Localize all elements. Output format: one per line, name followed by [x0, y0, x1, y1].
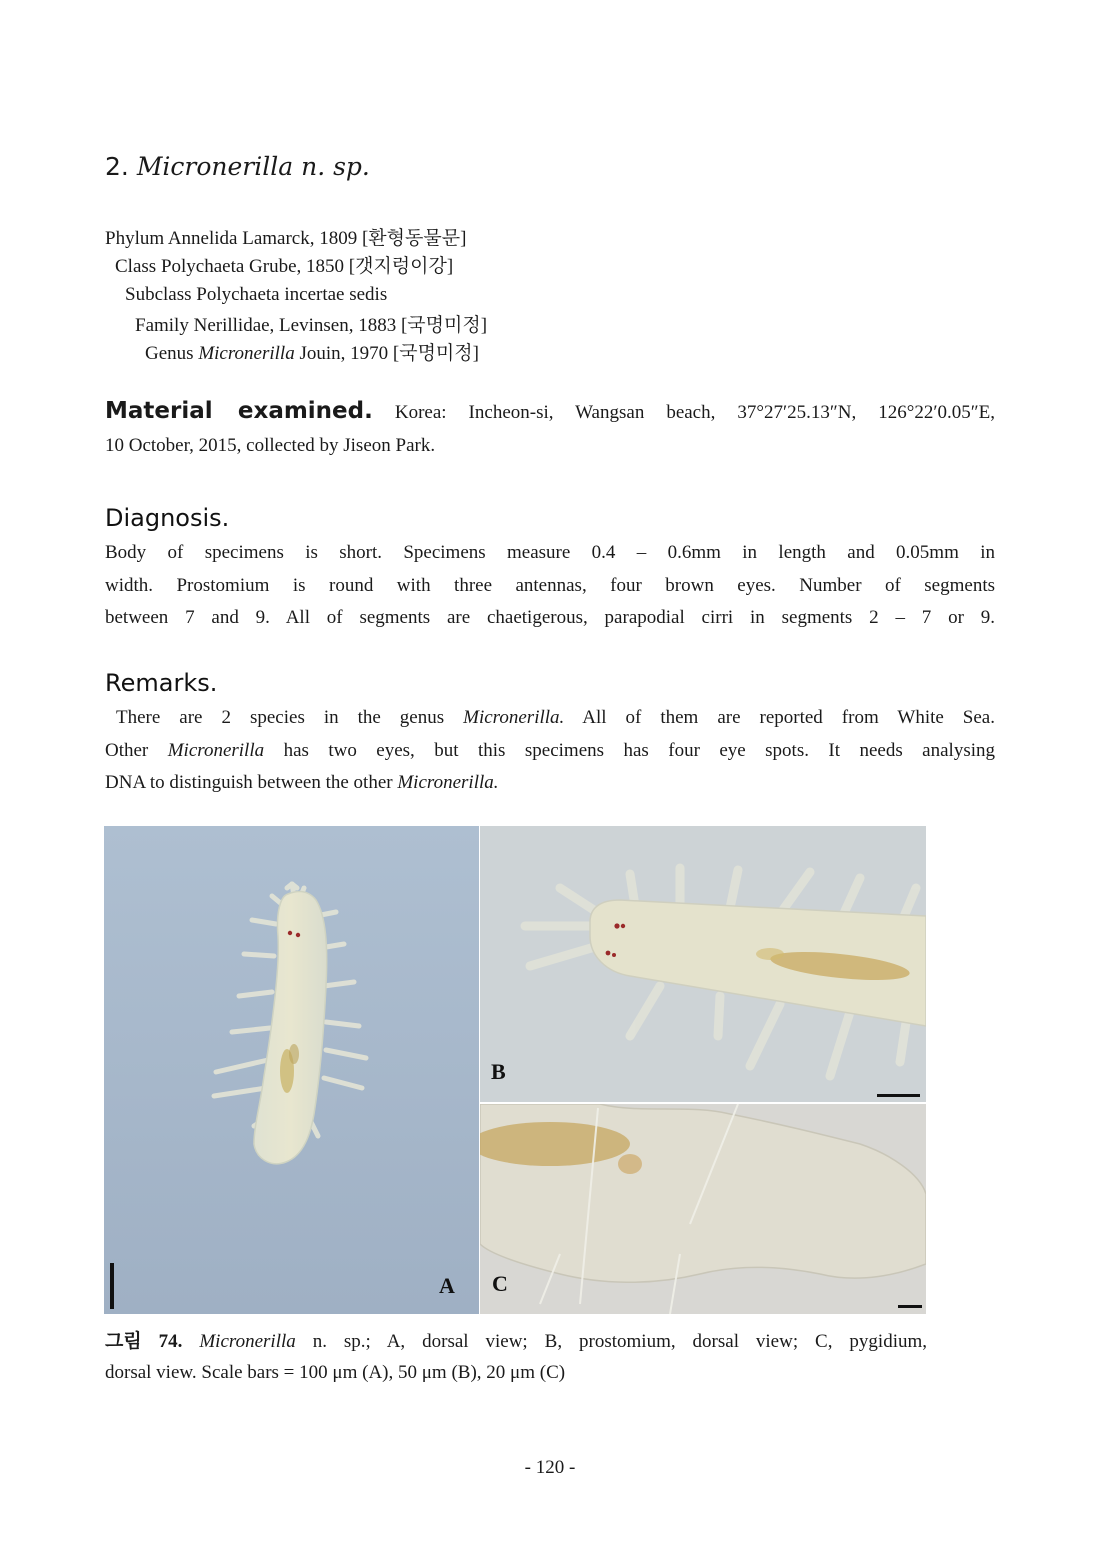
- section-species-name: Micronerilla n. sp.: [136, 152, 370, 181]
- micrograph-prostomium: [480, 826, 926, 1102]
- material-examined: [105, 395, 995, 462]
- taxonomy-family: Family Nerillidae, Levinsen, 1883 [국명미정]: [135, 315, 488, 336]
- section-title: [105, 152, 370, 181]
- taxonomy-class: Class Polychaeta Grube, 1850 [갯지렁이강]: [115, 256, 454, 277]
- panel-label-c: C: [492, 1271, 508, 1296]
- micrograph-dorsal-view: [104, 826, 479, 1314]
- taxonomy-phylum: Phylum Annelida Lamarck, 1809 [환형동물문]: [105, 228, 467, 249]
- remarks-text: There are 2 species in the genus Micronerilla. All of them are reported from White Sea. Other Micronerilla has two eyes, but this specimens has four eye spots. It needs analysing DNA to distinguish between the other Micronerilla.: [105, 707, 996, 793]
- scale-bar-a: [110, 1263, 114, 1309]
- diagnosis-text: Body of specimens is short. Specimens measure 0.4 – 0.6mm in length and 0.05mm in width. Prostomium is round with three antennas, four brown eyes. Number of segments between 7 and 9. All of segments are chaetigerous, parapodial cirri in segments 2 – 7 or 9.: [105, 542, 995, 628]
- remarks-heading: Remarks.: [105, 669, 218, 697]
- caption-figure-number: 그림 74.: [105, 1331, 183, 1352]
- figure-panel-b: [480, 826, 926, 1102]
- section-number: 2.: [105, 152, 129, 181]
- panel-label-a: A: [439, 1273, 455, 1298]
- figure-caption: 그림 74. Micronerilla n. sp.; A, dorsal view; B, prostomium, dorsal view; C, pygidium, dorsal view. Scale bars = 100 μm (A), 50 μm (B), 20 μm (C): [105, 1331, 928, 1383]
- panel-label-b: B: [491, 1059, 506, 1084]
- scale-bar-b: [877, 1094, 920, 1097]
- scale-bar-c: [898, 1305, 922, 1308]
- material-line-2: 10 October, 2015, collected by Jiseon Park.: [105, 434, 436, 456]
- taxonomy-genus: Genus Micronerilla Jouin, 1970 [국명미정]: [145, 343, 479, 364]
- material-heading: Material examined.: [105, 398, 373, 424]
- page-number: - 120 -: [524, 1457, 576, 1478]
- taxonomy-subclass: Subclass Polychaeta incertae sedis: [125, 284, 388, 305]
- micrograph-pygidium: [480, 1104, 926, 1314]
- diagnosis-heading: Diagnosis.: [105, 504, 230, 532]
- material-line-1: Korea: Incheon-si, Wangsan beach, 37°27′25.13″N, 126°22′0.05″E,: [394, 402, 996, 423]
- figure-panel-c: [480, 1104, 926, 1314]
- figure-panel-a: [104, 826, 479, 1314]
